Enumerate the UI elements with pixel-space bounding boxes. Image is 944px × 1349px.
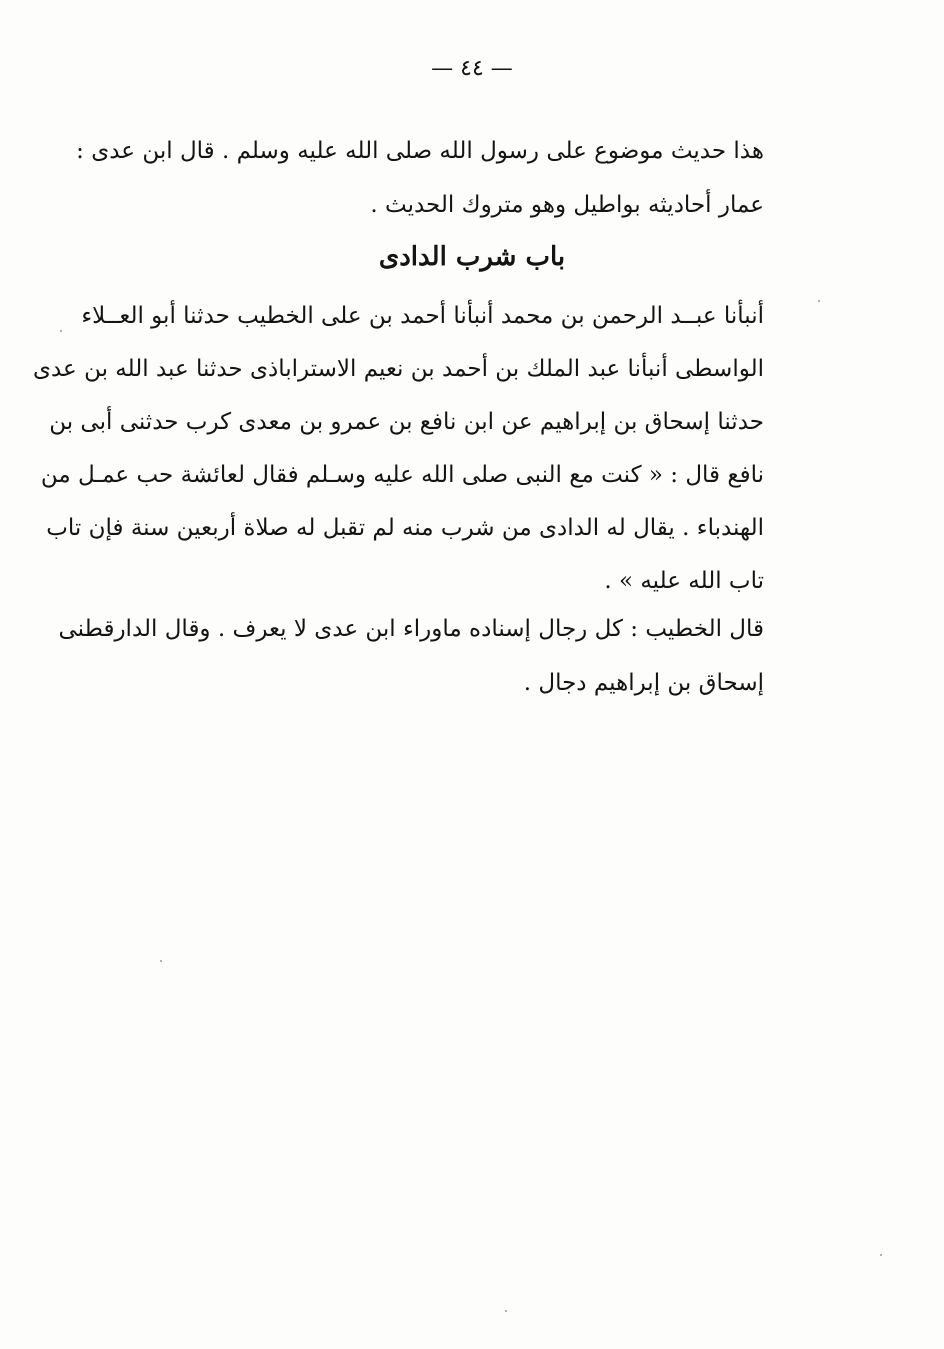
section-heading: باب شرب الدادى	[378, 242, 566, 272]
text-line: الهندباء . يقال له الدادى من شرب منه لم تقبل له صلاة أربعين سنة فإن تاب	[46, 515, 764, 541]
paper-speck	[160, 960, 162, 962]
paper-speck	[880, 1254, 882, 1256]
text-line: هذا حديث موضوع على رسول الله صلى الله عليه وسلم . قال ابن عدى :	[76, 138, 764, 164]
text-line: نافع قال : « كنت مع النبى صلى الله عليه وسـلم فقال لعائشة حب عمـل من	[40, 462, 764, 488]
paper-speck	[60, 330, 62, 332]
text-line: قال الخطيب : كل رجال إسناده ماوراء ابن عدى لا يعرف . وقال الدارقطنى	[58, 616, 764, 642]
paper-speck	[505, 1310, 507, 1312]
text-line: إسحاق بن إبراهيم دجال .	[523, 670, 764, 696]
text-line: أنبأنا عبــد الرحمن بن محمد أنبأنا أحمد بن على الخطيب حدثنا أبو العــلاء	[81, 303, 764, 329]
text-line: عمار أحاديثه بواطيل وهو متروك الحديث .	[370, 192, 764, 218]
text-line: الواسطى أنبأنا عبد الملك بن أحمد بن نعيم الاستراباذى حدثنا عبد الله بن عدى	[32, 356, 764, 382]
paragraph-3	[58, 602, 764, 710]
paper-speck	[818, 300, 820, 302]
paragraph-1	[76, 124, 764, 232]
text-line: حدثنا إسحاق بن إبراهيم عن ابن نافع بن عمرو بن معدى كرب حدثنى أبى بن	[49, 409, 764, 435]
page-number: — ٤٤ —	[431, 56, 513, 81]
text-line: تاب الله عليه » .	[604, 568, 764, 594]
paragraph-2	[32, 290, 764, 608]
